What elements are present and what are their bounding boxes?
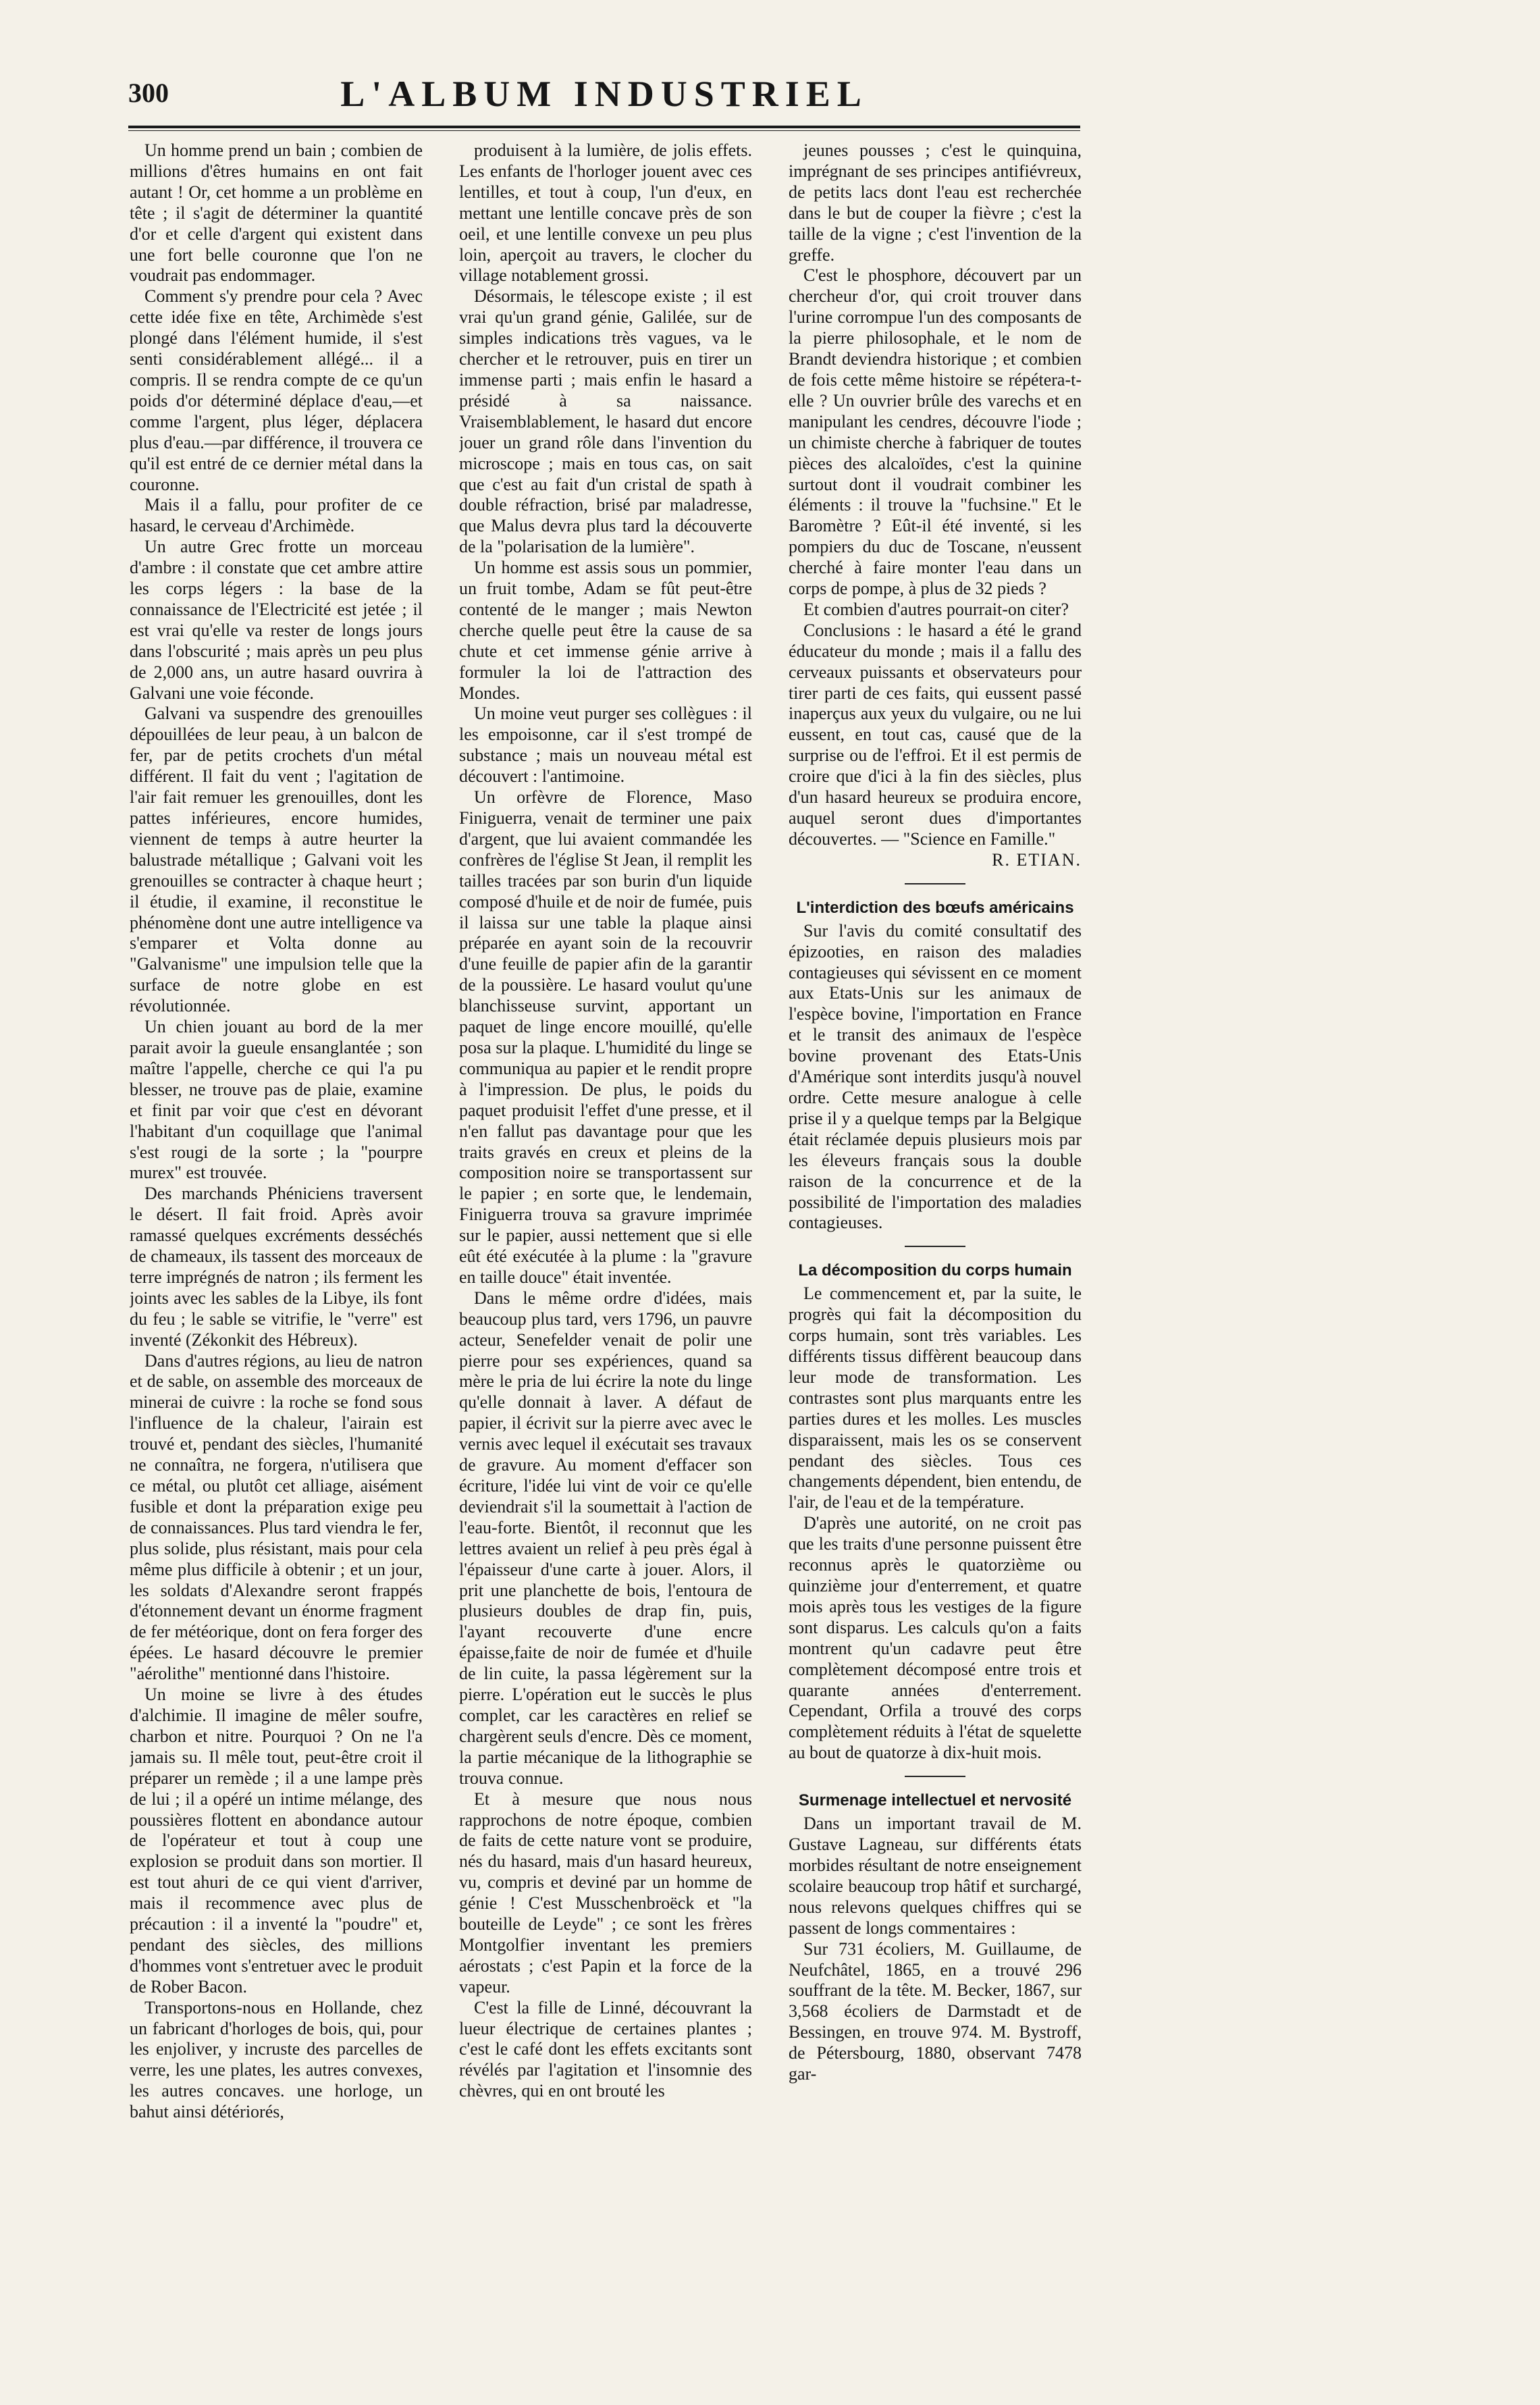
- article-body-decomposition: [789, 1284, 1082, 1764]
- page-number: 300: [128, 78, 169, 108]
- paragraph: Sur l'avis du comité consultatif des épizooties, en raison des maladies contagieuses qui sévissent en ce moment aux Etats-Unis sur les animaux de l'espèce bovine, l'importation en France et le transit des animaux de l'espèce bovine provenant des Etats-Unis d'Amérique sont interdits jusqu'à nouvel ordre. Cette mesure analogue à celle prise il y a quelque temps par la Belgique était réclamée depuis plusieurs mois par les éleveurs français sous la double raison de la concurrence et de la possibilité de l'importation des maladies contagieuses.: [789, 920, 1082, 1233]
- paragraph: Un chien jouant au bord de la mer parait avoir la gueule ensanglantée ; son maître l'appelle, cherche ce qui l'a pu blesser, ne trouve pas de plaie, examine et finit par voir que c'est en dévorant l'habitant d'un coquillage que l'animal s'est rougi de la sorte ; la "pourpre murex" est trouvée.: [130, 1017, 423, 1183]
- paragraph: produisent à la lumière, de jolis effets. Les enfants de l'horloger jouent avec ces lentilles, et tout à coup, l'un d'eux, en mettant une lentille concave près de son oeil, et une lentille convexe un peu plus loin, aperçoit au travers, le clocher du village notablement grossi.: [459, 140, 752, 286]
- paragraph: Un moine se livre à des études d'alchimie. Il imagine de mêler soufre, charbon et nitre. Pourquoi ? On ne l'a jamais su. Il mêle tout, peut-être croit il préparer un remède ; il a une lampe près de lui ; il a opéré un intime mélange, des poussières flottent en abondance autour de l'opérateur et tout à coup une explosion se produit dans son mortier. Il est tout ahuri de ce qui vient d'arriver, mais il recommence avec plus de précaution : il a inventé la "poudre" et, pendant des siècles, des millions d'hommes vont s'entretuer avec le produit de Rober Bacon.: [130, 1685, 423, 1997]
- article-body-boeufs: [789, 921, 1082, 1234]
- article-body-surmenage: [789, 1814, 1082, 2085]
- paragraph: Un autre Grec frotte un morceau d'ambre : il constate que cet ambre attire les corps légers : la base de la connaissance de l'Electricité est jetée ; il est vrai qu'elle va rester de longs jours dans l'obscurité ; mais après un peu plus de 2,000 ans, un autre hasard ouvrira à Galvani une voie féconde.: [130, 537, 423, 703]
- paragraph: Un homme prend un bain ; combien de millions d'êtres humains en ont fait autant ! Or, cet homme a un problème en tête ; il s'agit de déterminer la quantité d'or et celle d'argent qui existent dans une fort belle couronne que l'on ne voudrait pas endommager.: [130, 140, 423, 286]
- text-column-2: [459, 140, 752, 2389]
- journal-title: L'ALBUM INDUSTRIEL: [340, 74, 868, 114]
- paragraph: Galvani va suspendre des grenouilles dépouillées de leur peau, à un balcon de fer, par de petits crochets d'un métal différent. Il fait du vent ; l'agitation de l'air fait remuer les grenouilles, dont les pattes inférieures, encore humides, viennent de temps à autre heurter la balustrade métallique ; Galvani voit les grenouilles se contracter à chaque heurt ; il étudie, il examine, il reconstitue le phénomène dont une autre intelligence va s'emparer et Volta donne au "Galvanisme" une impulsion telle que la surface de notre globe en est révolutionnée.: [130, 704, 423, 1016]
- article-heading-decomposition: La décomposition du corps humain: [798, 1261, 1072, 1280]
- section-divider: [905, 883, 965, 884]
- paragraph: Mais il a fallu, pour profiter de ce hasard, le cerveau d'Archimède.: [130, 495, 423, 536]
- paragraph: Le commencement et, par la suite, le progrès qui fait la décomposition du corps humain, sont très variables. Les différents tissus diffèrent beaucoup dans leur mode de transformation. Les contrastes sont plus marquants entre les parties dures et les molles. Les muscles disparaissent, mais les os se conservent pendant des siècles. Tous ces changements dépendent, bien entendu, de l'air, de l'eau et de la température.: [789, 1284, 1082, 1512]
- paragraph: Désormais, le télescope existe ; il est vrai qu'un grand génie, Galilée, sur de simples indications très vagues, va le chercher et le retrouver, puis en tirer un immense parti ; mais enfin le hasard a présidé à sa naissance. Vraisemblablement, le hasard dut encore jouer un grand rôle dans l'invention du microscope ; mais en tous cas, on sait que c'est au fait d'un cristal de spath à double réfraction, brisé par maladresse, que Malus devra plus tard la découverte de la "polarisation de la lumière".: [459, 286, 752, 557]
- paragraph: Transportons-nous en Hollande, chez un fabricant d'horloges de bois, qui, pour les enjoliver, y incruste des parcelles de verre, les une plates, les autres convexes, les autres concaves. une horloge, un bahut ainsi détériorés,: [130, 1997, 423, 2122]
- paragraph: Un moine veut purger ses collègues : il les empoisonne, car il s'est trompé de substance ; mais un nouveau métal est découvert : l'antimoine.: [459, 704, 752, 787]
- author-signature: R. ETIAN.: [992, 849, 1082, 870]
- paragraph: Dans d'autres régions, au lieu de natron et de sable, on assemble des morceaux de minerai de cuivre : la roche se fond sous l'influence de la chaleur, l'airain est trouvé et, pendant des siècles, l'humanité ne connaîtra, ne forgera, n'utilisera que ce métal, ou plutôt cet alliage, aisément fusible et dont la préparation exige peu de connaissances. Plus tard viendra le fer, plus solide, plus résistant, mais pour cela même plus difficile à obtenir ; et un jour, les soldats d'Alexandre seront frappés d'étonnement devant un énorme fragment de fer météorique, dont on fera forger des épées. Le hasard découvre le premier "aérolithe" mentionné dans l'histoire.: [130, 1350, 423, 1684]
- paragraph: D'après une autorité, on ne croit pas que les traits d'une personne puissent être reconnus après le quatorzième ou quinzième jour d'enterrement, et quatre mois après tous les vestiges de la figure sont disparus. Les calculs qu'on a faits montrent qu'un cadavre peut être complètement décomposé entre trois et quarante années d'enterrement. Cependant, Orfila a trouvé des corps complètement réduits à l'état de squelette au bout de quatorze à dix-huit mois.: [789, 1513, 1082, 1763]
- paragraph: Et combien d'autres pourrait-on citer?: [803, 599, 1069, 619]
- page-header: [128, 73, 1080, 120]
- article-heading-boeufs: L'interdiction des bœufs américains: [796, 898, 1074, 917]
- paragraph: Dans un important travail de M. Gustave Lagneau, sur différents états morbides résultant de notre enseignement scolaire beaucoup trop hâtif et surchargé, nous relevons quelques chiffres qui se passent de longs commentaires :: [789, 1814, 1082, 1938]
- paragraph: Un orfèvre de Florence, Maso Finiguerra, venait de terminer une paix d'argent, que lui avaient commandée les confrères de l'église St Jean, il remplit les tailles tracées par son burin d'un liquide composé d'huile et de noir de fumée, puis il laissa sur une table la plaque ainsi préparée en ayant soin de la recouvrir d'une feuille de papier afin de la garantir de la poussière. Le hasard voulut qu'une blanchisseuse survint, apportant un paquet de linge encore mouillé, qu'elle posa sur la plaque. L'humidité du linge se communiqua au papier et le rendit propre à l'impression. De plus, le poids du paquet produisit l'effet d'une presse, et il n'en fallut pas davantage pour que les traits gravés en creux et pleins de la composition noire se transportassent sur le papier ; en sorte que, le lendemain, Finiguerra trouva sa gravure imprimée sur le papier, aussi nettement que si elle eût été exécutée à la plume : la "gravure en taille douce" était inventée.: [459, 787, 752, 1287]
- header-rule-thin: [128, 130, 1080, 131]
- header-rule: [128, 126, 1080, 128]
- article-continuation: [789, 140, 1082, 850]
- paragraph: Conclusions : le hasard a été le grand éducateur du monde ; mais il a fallu des cerveaux puissants et observateurs pour tirer parti de ces faits, qui eussent passé inaperçus aux yeux du vulgaire, ou ne lui eussent, en tout cas, causé que de la surprise ou de l'effroi. Et il est permis de croire que d'ici à la fin des siècles, plus d'un hasard heureux se produira encore, auquel seront dues d'importantes découvertes. — "Science en Famille.": [789, 620, 1082, 849]
- paragraph: Un homme est assis sous un pommier, un fruit tombe, Adam se fût peut-être contenté de le manger ; mais Newton cherche quelle peut être la cause de sa chute et cet immense génie arrive à formuler la loi de l'attraction des Mondes.: [459, 558, 752, 703]
- paragraph: C'est la fille de Linné, découvrant la lueur électrique de certaines plantes ; c'est le café dont les effets excitants sont révélés par l'agitation et l'insomnie des chèvres, qui en ont brouté les: [459, 1997, 752, 2101]
- paragraph: Et à mesure que nous nous rapprochons de notre époque, combien de faits de cette nature vont se produire, nés du hasard, mais d'un hasard heureux, vu, compris et deviné par un homme de génie ! C'est Musschenbroëck et "la bouteille de Leyde" ; ce sont les frères Montgolfier inventant les premiers aérostats ; c'est Papin et la force de la vapeur.: [459, 1789, 752, 1997]
- paragraph: jeunes pousses ; c'est le quinquina, imprégnant de ses principes antifiévreux, de petits lacs dont l'eau est recherchée dans le but de couper la fièvre ; c'est la taille de la vigne ; c'est l'invention de la greffe.: [789, 140, 1082, 265]
- paragraph: C'est le phosphore, découvert par un chercheur d'or, qui croit trouver dans l'urine corrompue l'un des composants de la pierre philosophale, et le nom de Brandt deviendra historique ; et combien de fois cette même histoire se répétera-t-elle ? Un ouvrier brûle des varechs et en manipulant les cendres, découvre l'iode ; un chimiste cherche à fabriquer de toutes pièces des alcaloïdes, c'est la quinine surtout dont il voudrait combiner les éléments : il trouve la "fuchsine." Et le Baromètre ? Eût-il été inventé, si les pompiers du duc de Toscane, n'eussent cherché à faire monter l'eau dans un corps de pompe, à plus de 32 pieds ?: [789, 265, 1082, 599]
- paragraph: Des marchands Phéniciens traversent le désert. Il fait froid. Après avoir ramassé quelques excréments desséchés de chameaux, ils tassent des morceaux de terre imprégnés de natron ; ils ferment les joints avec les sables de la Libye, ils font du feu ; le sable se vitrifie, le "verre" est inventé (Zékonkit des Hébreux).: [130, 1184, 423, 1350]
- section-divider: [905, 1246, 965, 1247]
- paragraph: Dans le même ordre d'idées, mais beaucoup plus tard, vers 1796, un pauvre acteur, Senefelder venait de polir une pierre pour ses expériences, quand sa mère le pria de lui écrire la note du linge qu'elle donnait à laver. A défaut de papier, il écrivit sur la pierre avec avec le vernis avec lequel il exécutait ses travaux de gravure. Au moment d'effacer son écriture, l'idée lui vint de voir ce qu'elle deviendrait s'il la soumettait à l'action de l'eau-forte. Bientôt, il reconnut que les lettres avaient un relief à peu près égal à l'épaisseur d'une carte à jouer. Alors, il prit une planchette de bois, l'entoura de plusieurs doubles de drap fin, puis, l'ayant recouverte d'une encre épaisse,faite de noir de fumée et d'huile de lin cuite, la passa légèrement sur la pierre. L'opération eut le succès le plus complet, car les caractères en relief se chargèrent seuls d'encre. Dès ce moment, la partie mécanique de la lithographie se trouva connue.: [459, 1288, 752, 1788]
- text-column-1: [130, 140, 423, 2389]
- text-column-3: [789, 140, 1082, 2389]
- section-divider: [905, 1776, 965, 1777]
- paragraph: Sur 731 écoliers, M. Guillaume, de Neufchâtel, 1865, en a trouvé 296 souffrant de la tête. M. Becker, 1867, sur 3,568 écoliers de Darmstadt et de Bessingen, en trouve 974. M. Bystroff, de Pétersbourg, 1880, observant 7478 gar-: [789, 1938, 1082, 2084]
- article-heading-surmenage: Surmenage intellectuel et nervosité: [798, 1791, 1072, 1810]
- paragraph: Comment s'y prendre pour cela ? Avec cette idée fixe en tête, Archimède s'est plongé dans l'élément humide, il s'est senti considérablement allégé... il a compris. Il se rendra compte de ce qu'un poids d'or déterminé déplace d'eau,—et comme l'argent, plus léger, déplacera plus d'eau.—par différence, il trouvera ce qu'il est entré de ce dernier métal dans la couronne.: [130, 286, 423, 494]
